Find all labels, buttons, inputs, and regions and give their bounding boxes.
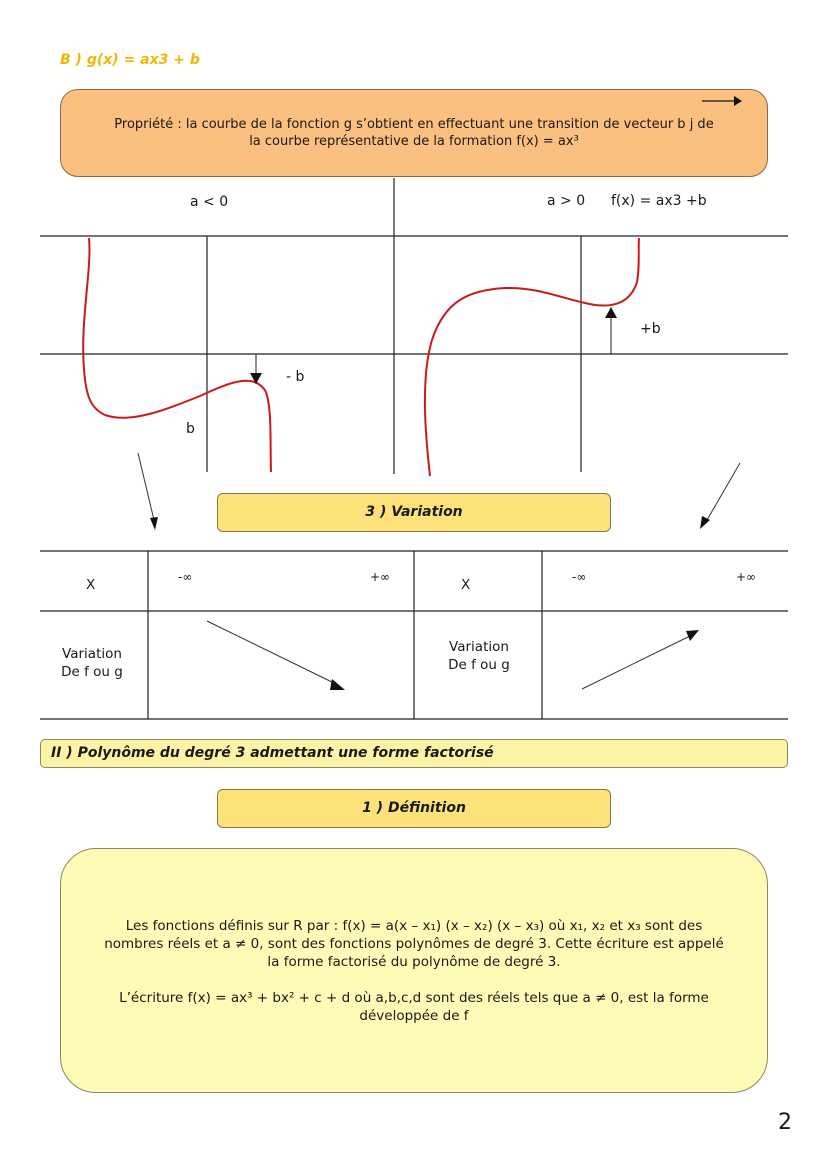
- right-variation-row-label: Variation De f ou g: [448, 639, 510, 673]
- property-line-2: la courbe représentative de la formation f(x) = ax³: [249, 134, 579, 149]
- left-shift-label: - b: [286, 369, 305, 385]
- definition-title: 1 ) Définition: [217, 789, 611, 828]
- left-x-label: X: [86, 577, 96, 593]
- right-cubic-curve: [425, 238, 639, 476]
- decreasing-arrowhead: [330, 679, 345, 690]
- left-b-label: b: [186, 421, 195, 437]
- left-shift-arrowhead: [250, 373, 262, 384]
- definition-p1-line2: nombres réels et a ≠ 0, sont des fonctions polynômes de degré 3. Cette écriture est appelé: [104, 936, 724, 952]
- right-shift-arrowhead: [605, 307, 617, 318]
- left-minus-infinity: -∞: [178, 570, 193, 584]
- left-header-a-negative: a < 0: [190, 194, 229, 210]
- definition-p1-line3: la forme factorisé du polynôme de degré 3.: [267, 954, 561, 970]
- left-down-arrowhead: [150, 517, 158, 530]
- left-cubic-curve: [83, 238, 271, 472]
- left-plus-infinity: +∞: [370, 570, 391, 584]
- right-header-a-positive: a > 0: [547, 193, 586, 209]
- right-header-formula: f(x) = ax3 +b: [611, 193, 707, 209]
- right-plus-infinity: +∞: [736, 570, 757, 584]
- definition-box: [60, 848, 768, 1093]
- left-variation-row-label: Variation De f ou g: [61, 646, 123, 680]
- right-x-label: X: [461, 577, 471, 593]
- section-ii-heading: II ) Polynôme du degré 3 admettant une forme factorisé: [40, 739, 788, 768]
- property-line-1: Propriété : la courbe de la fonction g s’obtient en effectuant une transition de vecteur b j de: [114, 117, 714, 132]
- definition-p2-line2: développée de f: [359, 1008, 469, 1024]
- right-shift-label: +b: [640, 321, 661, 337]
- definition-p2-line1: L’écriture f(x) = ax³ + bx² + c + d où a,b,c,d sont des réels tels que a ≠ 0, est la forme: [119, 990, 709, 1006]
- variation-title: 3 ) Variation: [217, 493, 611, 532]
- increasing-arrowhead: [686, 630, 699, 641]
- section-b-heading: B ) g(x) = ax3 + b: [60, 52, 200, 68]
- definition-p1-line1: Les fonctions définis sur R par : f(x) = a(x – x₁) (x – x₂) (x – x₃) où x₁, x₂ et x₃ sont des: [125, 918, 703, 934]
- page-number: 2: [778, 1110, 792, 1135]
- right-minus-infinity: -∞: [572, 570, 587, 584]
